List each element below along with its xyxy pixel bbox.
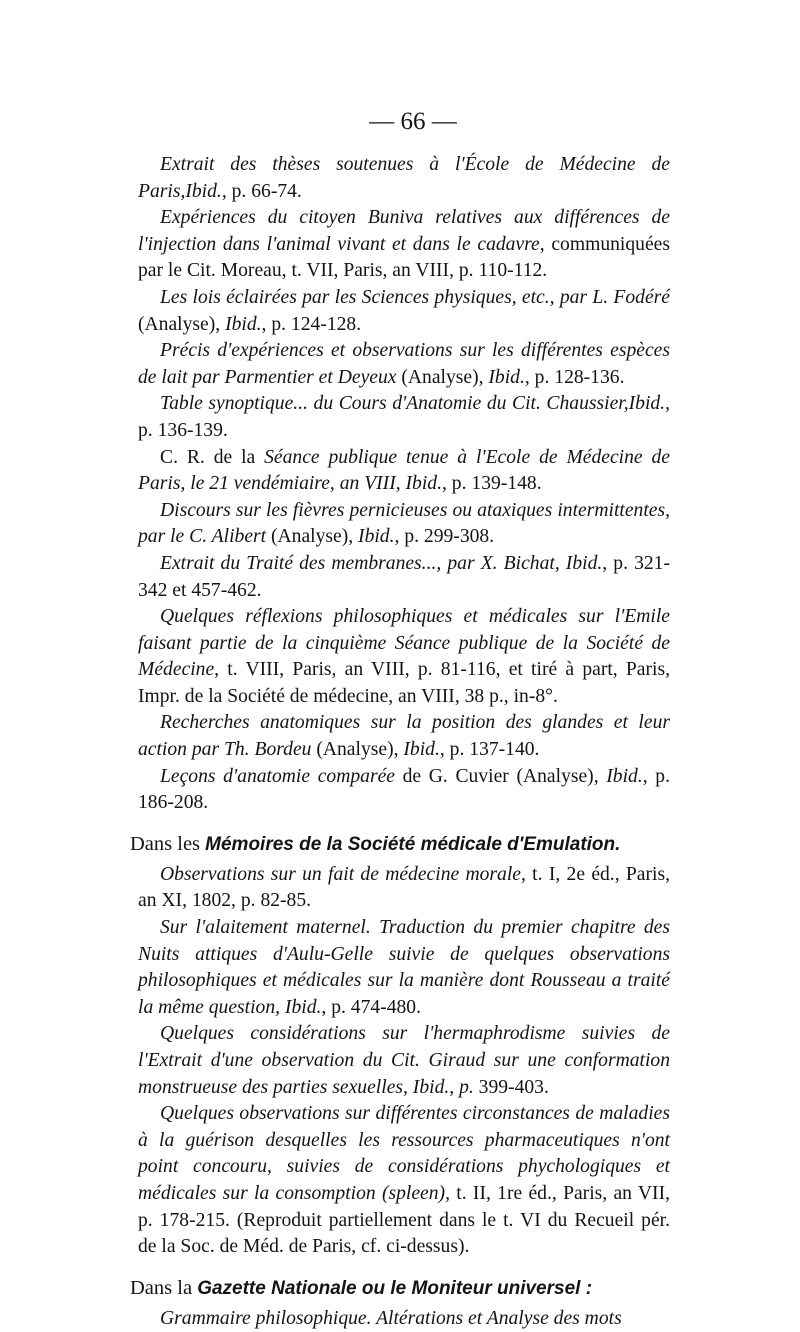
section-prefix: Dans la xyxy=(130,1276,198,1299)
entry-text: , p. 137-140. xyxy=(439,739,540,761)
entry-title-italic: Séance publique tenue à l'Ecole de Médecine de Paris, le 21 vendémiaire, an VIII, Ibid. xyxy=(138,446,670,495)
entry-title-italic: Quelques considérations sur l'hermaphrodisme suivies de l'Extrait d'une observation du Cit. Giraud sur une conformation monstrueuse des parties sexuelles, Ibid., p. xyxy=(138,1023,670,1098)
entry-title-italic: Observations sur un fait de médecine morale, xyxy=(160,863,526,885)
entry-text: (Analyse), xyxy=(266,526,359,548)
bibliography-entry xyxy=(138,764,670,817)
bibliography-entry xyxy=(138,915,670,1021)
entry-text: , p. 136-139. xyxy=(138,393,670,441)
entry-text: communiquées par le Cit. Moreau, t. VII, Paris, an VIII, p. 110-112. xyxy=(138,233,670,282)
entry-text: , p. 128-136. xyxy=(524,366,625,388)
bibliography-entry xyxy=(138,445,670,498)
entry-text: (Analyse), xyxy=(138,313,226,335)
bibliography-entry xyxy=(138,205,670,285)
entry-text: , p. 124-128. xyxy=(261,313,362,335)
bibliography-entry xyxy=(138,710,670,763)
entry-title-italic: Ibid. xyxy=(488,366,525,388)
entry-text: t. VIII, Paris, an VIII, p. 81-116, et tiré à part, Paris, Impr. de la Société de médecine, an VIII, 38 p., in-8°. xyxy=(138,659,670,707)
section-heading-gazette xyxy=(130,1273,670,1304)
entry-text: , p. 186-208. xyxy=(138,765,670,814)
section-prefix: Dans les xyxy=(130,832,206,855)
entry-text: C. R. de la xyxy=(160,446,265,468)
section-title: Gazette Nationale ou le Moniteur universel : xyxy=(197,1277,593,1299)
entry-text: t. II, 1re éd., Paris, an VII, p. 178-215. (Reproduit partiellement dans le t. VI du Recueil pér. de la Soc. de Méd. de Paris, cf. ci-dessus). xyxy=(138,1182,671,1258)
entry-title-italic: Ibid. xyxy=(403,739,440,761)
entry-title-italic: Quelques observations sur différentes circonstances de maladies à la guérison desquelles les ressources pharmaceutiques n'ont point concouru, suivies de considérations phychologiques et médicales sur la consomption (spleen), xyxy=(138,1103,670,1204)
section-title: Mémoires de la Société médicale d'Emulation. xyxy=(205,833,621,855)
entry-text: 399-403. xyxy=(473,1076,549,1098)
entry-title-italic: Extrait du Traité des membranes..., par X. Bichat, Ibid. xyxy=(160,552,603,574)
entry-text: , p. 299-308. xyxy=(394,526,495,548)
bibliography-entry xyxy=(138,285,670,338)
bibliography-list xyxy=(138,152,670,817)
bibliography-entry xyxy=(138,1101,670,1261)
bibliography-entry xyxy=(138,604,670,710)
entry-title-italic: Extrait des thèses soutenues à l'École de Médecine de Paris, xyxy=(138,154,670,202)
entry-title-italic: Ibid. xyxy=(225,313,262,335)
entry-text: (Analyse), xyxy=(311,739,404,761)
section-heading-memoires xyxy=(130,829,670,860)
entry-title-italic: Recherches anatomiques sur la position des glandes et leur action par Th. Bordeu xyxy=(138,712,670,761)
entry-title-italic: Grammaire philosophique. Altérations et Analyse des mots xyxy=(160,1307,622,1329)
page-number: — 66 — xyxy=(369,108,457,135)
bibliography-entry xyxy=(138,862,670,915)
entry-text: t. I, 2e éd., Paris, an XI, 1802, p. 82-85. xyxy=(138,863,670,912)
entry-title-italic: Expériences du citoyen Buniva relatives aux différences de l'injection dans l'animal vivant et dans le cadavre, xyxy=(138,207,670,255)
entry-title-italic: Ibid. xyxy=(628,393,666,415)
entry-title-italic: Leçons d'anatomie comparée xyxy=(160,765,395,787)
entry-title-italic: Ibid. xyxy=(358,526,395,548)
entry-title-italic: Précis d'expériences et observations sur les différentes espèces de lait par Parmentier et Deyeux xyxy=(138,340,670,388)
entry-text: , p. 321-342 et 457-462. xyxy=(138,552,670,601)
entry-title-italic: Ibid. xyxy=(606,765,643,787)
bibliography-entry xyxy=(138,152,670,205)
bibliography-entry xyxy=(138,391,670,444)
entry-text: , p. 474-480. xyxy=(321,996,421,1018)
bibliography-entry xyxy=(138,551,670,604)
bibliography-list-memoires xyxy=(138,862,670,1261)
entry-title-italic: Table synoptique... du Cours d'Anatomie du Cit. Chaussier, xyxy=(160,393,629,415)
entry-title-italic: Les lois éclairées par les Sciences physiques, etc., par L. Fodéré xyxy=(160,286,670,308)
bibliography-list-gazette xyxy=(138,1306,670,1332)
bibliography-entry xyxy=(138,1021,670,1101)
entry-text: de G. Cuvier (Analyse), xyxy=(394,765,607,787)
entry-title-italic: Quelques réflexions philosophiques et médicales sur l'Emile faisant partie de la cinquième Séance publique de la Société de Médecine, xyxy=(138,606,670,681)
entry-title-italic: Ibid. xyxy=(185,180,222,202)
bibliography-entry xyxy=(138,1306,670,1332)
entry-text: , p. 66-74. xyxy=(221,180,302,202)
bibliography-entry xyxy=(138,338,670,391)
entry-title-italic: Discours sur les fièvres pernicieuses ou ataxiques intermittentes, par le C. Alibert xyxy=(138,499,670,548)
entry-text: , p. 139-148. xyxy=(442,473,542,495)
entry-title-italic: Sur l'alaitement maternel. Traduction du premier chapitre des Nuits attiques d'Aulu-Gelle suivie de quelques observations philosophiques et médicales sur la manière dont Rousseau a traité la même question, Ibid. xyxy=(138,917,670,1018)
entry-text: (Analyse), xyxy=(396,366,489,388)
bibliography-entry xyxy=(138,498,670,551)
